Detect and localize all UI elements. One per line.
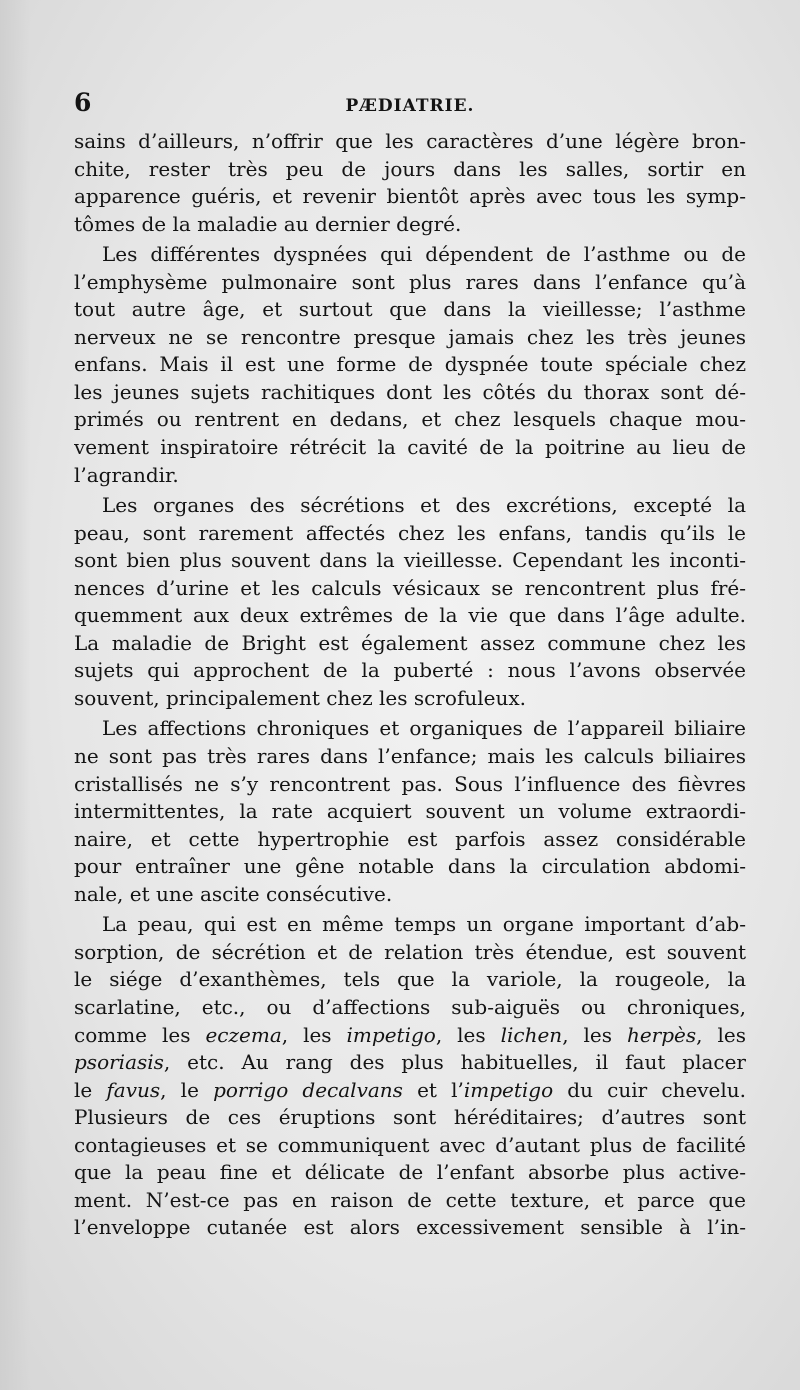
text-line: Plusieurs de ces éruptions sont héréditaires; d’autres sont <box>74 1105 746 1130</box>
text-line: scarlatine, etc., ou d’affections sub-aiguës ou chroniques, <box>74 994 746 1019</box>
text-line-with-italics <box>74 1022 746 1050</box>
text-run: comme les <box>74 1022 206 1047</box>
text-line: La maladie de Bright est également assez commune chez les <box>74 630 746 655</box>
text-line: intermittentes, la rate acquiert souvent un volume extraordi- <box>74 799 746 824</box>
italic-term: psoriasis <box>74 1050 164 1075</box>
italic-term: favus <box>106 1077 161 1102</box>
text-line: sont bien plus souvent dans la vieillesse. Cependant les inconti- <box>74 548 746 573</box>
text-line: ment. N’est-ce pas en raison de cette texture, et parce que <box>74 1187 746 1212</box>
page-number: 6 <box>74 88 92 117</box>
text-line: sujets qui approchent de la puberté : nous l’avons observée <box>74 658 746 683</box>
body-text <box>74 128 746 1242</box>
text-line: vement inspiratoire rétrécit la cavité de la poitrine au lieu de <box>74 435 746 460</box>
text-run: , les <box>562 1022 627 1047</box>
text-run: , les <box>281 1022 347 1047</box>
text-line: peau, sont rarement affectés chez les enfans, tandis qu’ils le <box>74 520 746 545</box>
paragraph-first-line: La peau, qui est en même temps un organe important d’ab- <box>102 912 746 937</box>
italic-term: herpès <box>626 1022 697 1047</box>
text-run: le <box>74 1077 107 1102</box>
text-line: nences d’urine et les calculs vésicaux se rencontrent plus fré- <box>74 575 746 600</box>
text-line: nale, et une ascite consécutive. <box>74 881 393 906</box>
text-line: sorption, de sécrétion et de relation très étendue, est souvent <box>74 939 746 964</box>
text-line: le siége d’exanthèmes, tels que la variole, la rougeole, la <box>74 967 746 992</box>
text-run: , les <box>435 1022 501 1047</box>
text-line: souvent, principalement chez les scrofuleux. <box>74 685 526 710</box>
text-run: , le <box>160 1077 214 1102</box>
running-head <box>74 88 746 122</box>
text-line: primés ou rentrent en dedans, et chez lesquels chaque mou- <box>74 407 746 432</box>
running-title: PÆDIATRIE. <box>345 96 475 116</box>
text-run: , etc. Au rang des plus habituelles, il faut placer <box>163 1050 746 1075</box>
text-line: l’enveloppe cutanée est alors excessivement sensible à l’in- <box>74 1215 746 1240</box>
text-line-with-italics <box>74 1077 746 1105</box>
text-line: sains d’ailleurs, n’offrir que les caractères d’une légère bron- <box>74 129 746 153</box>
text-line-with-italics <box>74 1049 746 1077</box>
text-line: les jeunes sujets rachitiques dont les côtés du thorax sont dé- <box>74 379 746 404</box>
text-line: chite, rester très peu de jours dans les salles, sortir en <box>74 156 746 181</box>
paragraph-first-line: Les organes des sécrétions et des excrétions, excepté la <box>102 493 746 518</box>
text-line: enfans. Mais il est une forme de dyspnée toute spéciale chez <box>74 352 746 377</box>
text-run: , les <box>696 1022 746 1047</box>
text-line: l’emphysème pulmonaire sont plus rares dans l’enfance qu’à <box>74 269 746 294</box>
text-line: apparence guéris, et revenir bientôt après avec tous les symp- <box>74 184 746 209</box>
text-line: que la peau fine et délicate de l’enfant absorbe plus active- <box>74 1160 746 1185</box>
italic-term: impetigo <box>346 1022 436 1047</box>
text-line: ne sont pas très rares dans l’enfance; mais les calculs biliaires <box>74 744 746 769</box>
italic-term: impetigo <box>463 1077 554 1102</box>
paragraph-first-line: Les affections chroniques et organiques de l’appareil biliaire <box>102 716 746 741</box>
text-run: et l’ <box>402 1077 464 1102</box>
text-line: pour entraîner une gêne notable dans la circulation abdomi- <box>74 854 746 879</box>
text-line: l’agrandir. <box>74 462 179 487</box>
text-line: tout autre âge, et surtout que dans la vieillesse; l’asthme <box>74 297 746 322</box>
text-line: naire, et cette hypertrophie est parfois assez considérable <box>74 826 746 851</box>
text-line: quemment aux deux extrêmes de la vie que dans l’âge adulte. <box>74 603 746 628</box>
italic-term: eczema <box>205 1022 282 1047</box>
text-run: du cuir chevelu. <box>553 1077 746 1102</box>
text-line: cristallisés ne s’y rencontrent pas. Sous l’influence des fièvres <box>74 771 746 796</box>
italic-term: lichen <box>500 1022 563 1047</box>
text-line: nerveux ne se rencontre presque jamais chez les très jeunes <box>74 324 746 349</box>
text-line: contagieuses et se communiquent avec d’autant plus de facilité <box>74 1132 746 1157</box>
text-line: tômes de la maladie au dernier degré. <box>74 211 462 236</box>
italic-term: porrigo decalvans <box>213 1077 403 1102</box>
paragraph-first-line: Les différentes dyspnées qui dépendent de l’asthme ou de <box>102 242 746 267</box>
